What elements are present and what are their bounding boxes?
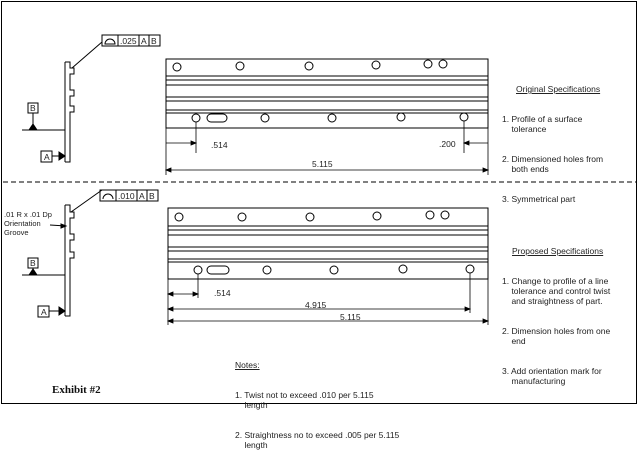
bottom-datum-b-label: B [30, 258, 36, 268]
bottom-profile-view [22, 190, 102, 316]
hole [439, 60, 447, 68]
top-fcf-tolerance: .025 [120, 36, 137, 46]
hole [194, 266, 202, 274]
hole [424, 60, 432, 68]
bottom-dim-mid: 4.915 [305, 300, 327, 310]
top-dim-left-hole: .514 [211, 140, 228, 150]
bottom-fcf-tolerance: .010 [118, 191, 135, 201]
orientation-groove-note: .01 R x .01 Dp Orientation Groove [4, 210, 52, 237]
hole [330, 266, 338, 274]
hole [261, 114, 269, 122]
hole [238, 213, 246, 221]
note-item: 2. Straightness no to exceed .005 per 5.115 length [235, 430, 400, 450]
bottom-dimension-lines [168, 273, 488, 325]
top-fcf-datum-a: A [141, 36, 147, 46]
bottom-spec-item: 2. Dimension holes from one end [502, 326, 611, 346]
bottom-fcf-datum-b: B [149, 191, 155, 201]
hole [306, 213, 314, 221]
bottom-spec-item: 3. Add orientation mark for manufacturing [502, 366, 602, 386]
hole [236, 62, 244, 70]
note-item: 1. Twist not to exceed .010 per 5.115 length [235, 390, 374, 410]
hole [175, 213, 183, 221]
top-spec-item: 1. Profile of a surface tolerance [502, 114, 583, 134]
top-spec-block [502, 64, 603, 224]
top-spec-item: 2. Dimensioned holes from both ends [502, 154, 604, 174]
hole [192, 114, 200, 122]
top-datum-a-label: A [44, 152, 50, 162]
bottom-dim-overall: 5.115 [340, 312, 361, 322]
bottom-datum-a-label: A [41, 307, 47, 317]
hole [305, 62, 313, 70]
notes-title: Notes: [235, 360, 260, 370]
bottom-dim-left-hole: .514 [214, 288, 231, 298]
bottom-spec-block [502, 226, 610, 406]
bottom-spec-title: Proposed Specifications [512, 246, 604, 256]
hole [397, 113, 405, 121]
hole [466, 265, 474, 273]
top-spec-item: 3. Symmetrical part [502, 194, 576, 204]
hole [460, 113, 468, 121]
notes-block [235, 340, 399, 470]
top-profile-view [22, 42, 102, 162]
bottom-fcf-datum-a: A [139, 191, 145, 201]
top-datum-b-label: B [30, 103, 36, 113]
slot [207, 114, 227, 122]
top-dim-right-hole: .200 [439, 139, 456, 149]
bottom-spec-item: 1. Change to profile of a line tolerance and control twist and straightness of part. [502, 276, 611, 306]
hole [441, 211, 449, 219]
slot [207, 266, 229, 274]
top-fcf-datum-b: B [151, 36, 157, 46]
top-dim-overall: 5.115 [312, 159, 333, 169]
bottom-holes [175, 211, 474, 274]
hole [263, 266, 271, 274]
bottom-part-front-view [168, 208, 488, 279]
hole [328, 114, 336, 122]
hole [173, 63, 181, 71]
hole [373, 212, 381, 220]
hole [426, 211, 434, 219]
hole [399, 265, 407, 273]
hole [372, 61, 380, 69]
top-spec-title: Original Specifications [516, 84, 601, 94]
exhibit-label: Exhibit #2 [52, 384, 101, 396]
top-part-front-view [166, 59, 488, 128]
